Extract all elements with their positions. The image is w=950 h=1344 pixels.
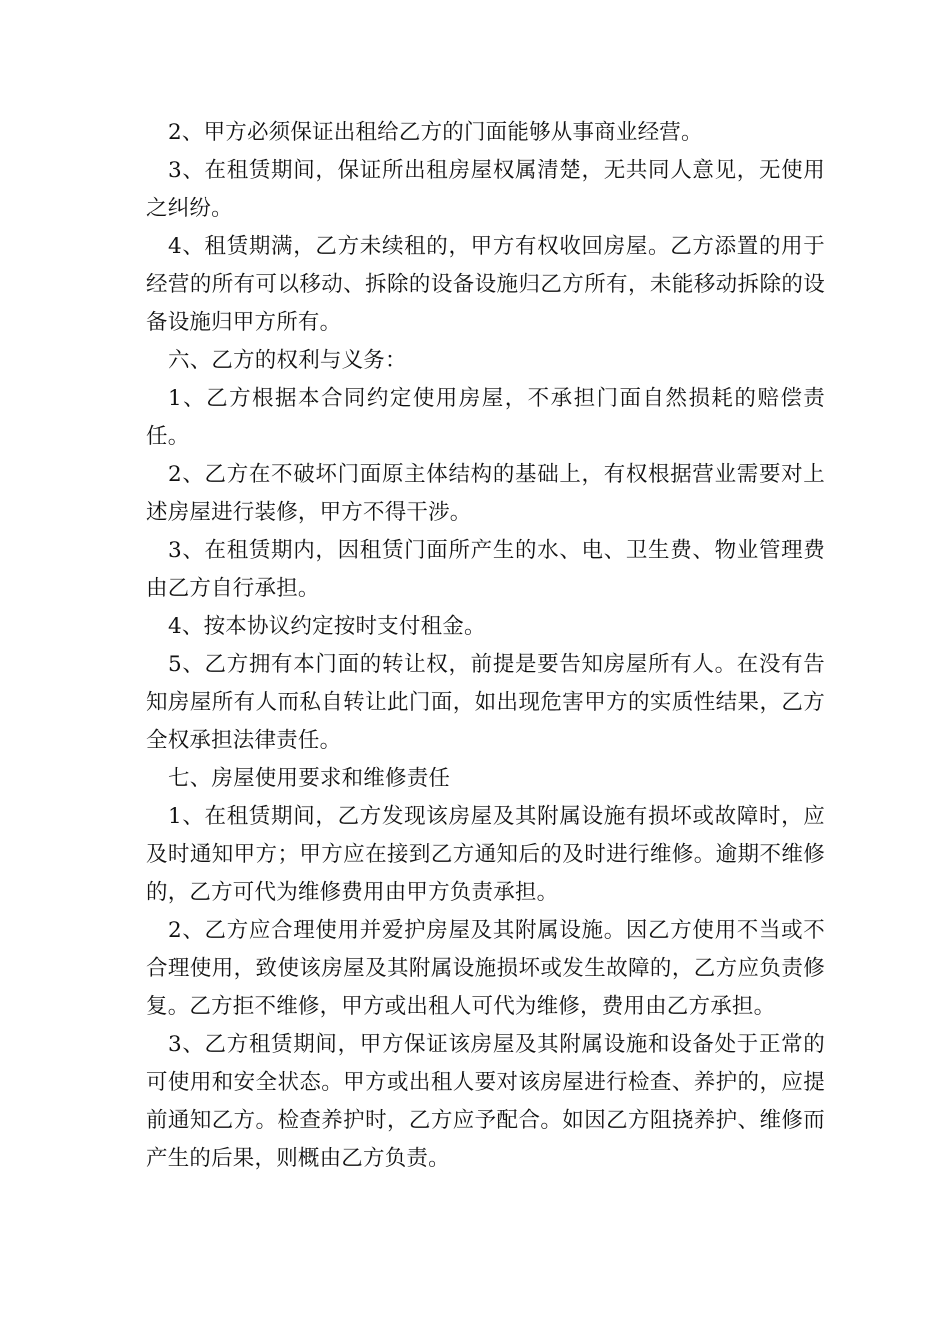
paragraph-landlord-duty-2: 2、甲方必须保证出租给乙方的门面能够从事商业经营。 bbox=[168, 120, 703, 145]
paragraph-landlord-duty-3: 3、在租赁期间，保证所出租房屋权属清楚，无共同人意见，无使用之纠纷。 bbox=[146, 158, 825, 221]
paragraph-maintenance-1: 1、在租赁期间，乙方发现该房屋及其附属设施有损坏或故障时，应及时通知甲方；甲方应在接到乙方通知后的及时进行维修。逾期不维修的，乙方可代为维修费用由甲方负责承担。 bbox=[146, 804, 825, 905]
section-heading-tenant-rights: 六、乙方的权利与义务： bbox=[168, 348, 407, 373]
paragraph-tenant-right-5: 5、乙方拥有本门面的转让权，前提是要告知房屋所有人。在没有告知房屋所有人而私自转让此门面，如出现危害甲方的实质性结果，乙方全权承担法律责任。 bbox=[146, 652, 825, 753]
section-heading-usage-maintenance: 七、房屋使用要求和维修责任 bbox=[168, 766, 451, 791]
paragraph-tenant-right-1: 1、乙方根据本合同约定使用房屋，不承担门面自然损耗的赔偿责任。 bbox=[146, 386, 825, 449]
paragraph-tenant-right-3: 3、在租赁期内，因租赁门面所产生的水、电、卫生费、物业管理费由乙方自行承担。 bbox=[146, 538, 825, 601]
paragraph-maintenance-2: 2、乙方应合理使用并爱护房屋及其附属设施。因乙方使用不当或不合理使用，致使该房屋及其附属设施损坏或发生故障的，乙方应负责修复。乙方拒不维修，甲方或出租人可代为维修，费用由乙方承担。 bbox=[146, 918, 825, 1019]
paragraph-tenant-right-4: 4、按本协议约定按时支付租金。 bbox=[168, 614, 486, 639]
paragraph-landlord-duty-4: 4、租赁期满，乙方未续租的，甲方有权收回房屋。乙方添置的用于经营的所有可以移动、拆除的设备设施归乙方所有，未能移动拆除的设备设施归甲方所有。 bbox=[146, 234, 825, 335]
paragraph-maintenance-3: 3、乙方租赁期间，甲方保证该房屋及其附属设施和设备处于正常的可使用和安全状态。甲方或出租人要对该房屋进行检查、养护的，应提前通知乙方。检查养护时，乙方应予配合。如因乙方阻挠养护、维修而产生的后果，则概由乙方负责。 bbox=[146, 1032, 825, 1171]
paragraph-tenant-right-2: 2、乙方在不破坏门面原主体结构的基础上，有权根据营业需要对上述房屋进行装修，甲方不得干涉。 bbox=[146, 462, 825, 525]
